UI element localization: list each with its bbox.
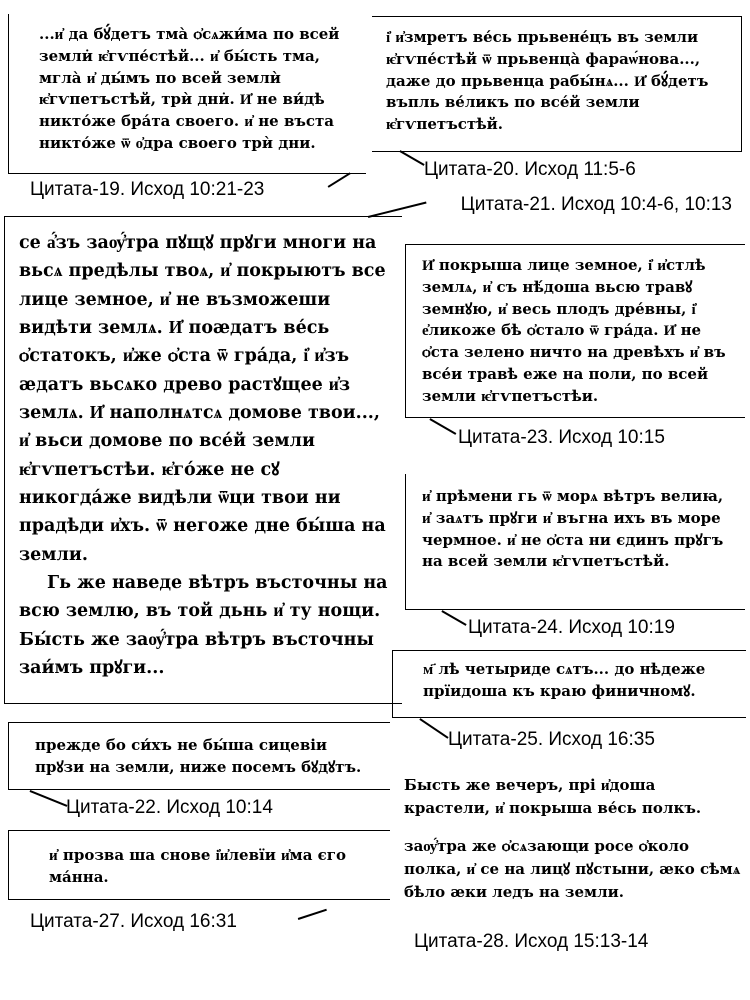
citation-23-text [405, 244, 745, 418]
citation-27-text [8, 830, 390, 900]
citation-text: прежде бо си́хъ не бы́ша сицевіи прꙋзи на земли, ниже посемъ бꙋдꙋтъ. [35, 736, 362, 776]
citation-27-caption: Цитата-27. Исход 16:31 [30, 911, 237, 932]
caption-pointer [30, 790, 68, 806]
citation-23-caption: Цитата-23. Исход 10:15 [458, 427, 665, 448]
citation-19-caption: Цитата-19. Исход 10:21-23 [30, 179, 265, 200]
caption-pointer [420, 718, 449, 738]
citation-20-caption: Цитата-20. Исход 11:5-6 [424, 159, 636, 180]
citation-text: Гь же наведе вѣтръ въсточны на всю землю, въ той дьнь и҆ ту нощи. Бы́сть же заѹ҆́тра вѣтръ въсточны заи́мъ прꙋги... [19, 573, 388, 679]
citation-text: и҆ прозва ша снове і҆и҆левїи и҆ма єго ма́нна. [49, 846, 346, 886]
caption-pointer [442, 610, 467, 625]
citation-22-caption: Цитата-22. Исход 10:14 [66, 797, 273, 818]
citation-text: се а҆́зъ заѹ҆́тра пꙋщꙋ прꙋги многи на вьсѧ предѣлы твоѧ, и҆ покрыютъ все лице земное, и҆ не възможеши видѣти землѧ. И҆ поӕдатъ ве́сь ѻ҆статокъ, и҆же ѻ҆ста ѿ гра́да, і҆ и҆зъ ӕдатъ вьсѧко древо растꙋщее и҆з землѧ. И҆ наполнѧтсѧ домове твои..., и҆ вьси домове по все́й земли ѥ҆гѵпетъстѣи. ѥ҆го́же не сꙋ никогда́же видѣли ѿци твои ни прадѣди и҆хъ. ѿ негоже дне бы́ша на земли. [19, 233, 386, 565]
citation-text: заѹ҆́тра же ѻ҆сѧзающи росе ѻ҆коло полка, и҆ се на лицꙋ пꙋстыни, ӕко сѣмѧ бѣло ӕки ледъ на земли. [404, 836, 741, 901]
caption-pointer [400, 150, 425, 165]
caption-pointer [298, 909, 327, 920]
caption-pointer [430, 418, 457, 434]
citation-text: И҆ покрыша лице земное, і҆ и҆стлѣ землѧ, и҆ съ нѣ́доша вьсю травꙋ земнꙋю, и҆ весь плодъ дре́вны, і҆ е҆ликоже бѣ ѻ҆стало ѿ гра́да. И҆ не ѻ҆ста зелено ничто на древѣхъ и҆ въ все́и травѣ еже на поли, по всей земли ѥ҆гѵпетъстѣи. [422, 256, 726, 405]
citation-text: и҆ прѣмени гь ѿ морѧ вѣтръ велиꙗ, и҆ заѧтъ прꙋги и҆ въгна ихъ въ море чермное. и҆ не ѻ҆ста ни єдинъ прꙋгъ на всей земли ѥ҆гѵпетъстѣй. [422, 487, 724, 571]
citation-21-caption: Цитата-21. Исход 10:4-6, 10:13 [460, 194, 732, 215]
citation-24-text [405, 474, 745, 610]
citation-28-text [404, 774, 744, 924]
citation-text: ...и҆ да бꙋ́детъ тма̀ ѻ҆сѧжи́ма по всей земли̇ ѥ҆гѵпе́стѣй... и҆ бы́сть тма, мгла̀ и҆ ды́мъ по всей землѝ ѥ҆гѵпетъстѣй, трѝ дни̇. И҆ не ви́дѣ никто́же бра́та своего. и҆ не въста никто́же ѿ о҆дра своего трѝ дни. [39, 25, 340, 152]
citation-25-caption: Цитата-25. Исход 16:35 [448, 729, 655, 750]
citation-text: і҆ и҆змретъ ве́сь прьвене́цъ въ земли ѥ҆гѵпе́стѣй ѿ прьвенца̀ фараѡ́нова..., даже до прьвенца рабы́нѧ... И҆ бꙋ́детъ въпль ве́ликъ по все́й земли ѥ҆гѵпетъстѣй. [386, 28, 709, 133]
citation-20-text [372, 16, 742, 152]
citation-text: Бысть же вечеръ, прі и҆доша крастели, и҆ покрыша ве́сь полкъ. [404, 776, 702, 818]
citation-24-caption: Цитата-24. Исход 10:19 [468, 617, 675, 638]
citation-19-text [8, 14, 366, 174]
citation-21-text [4, 216, 402, 704]
citation-28-caption: Цитата-28. Исход 15:13-14 [414, 931, 649, 952]
citation-text: м҃ лѣ четыриде сѧтъ... до нѣдеже прїидоша къ краю финичномꙋ. [423, 660, 706, 700]
citation-25-text [392, 650, 746, 718]
citation-22-text [8, 722, 390, 790]
caption-pointer [328, 172, 351, 187]
